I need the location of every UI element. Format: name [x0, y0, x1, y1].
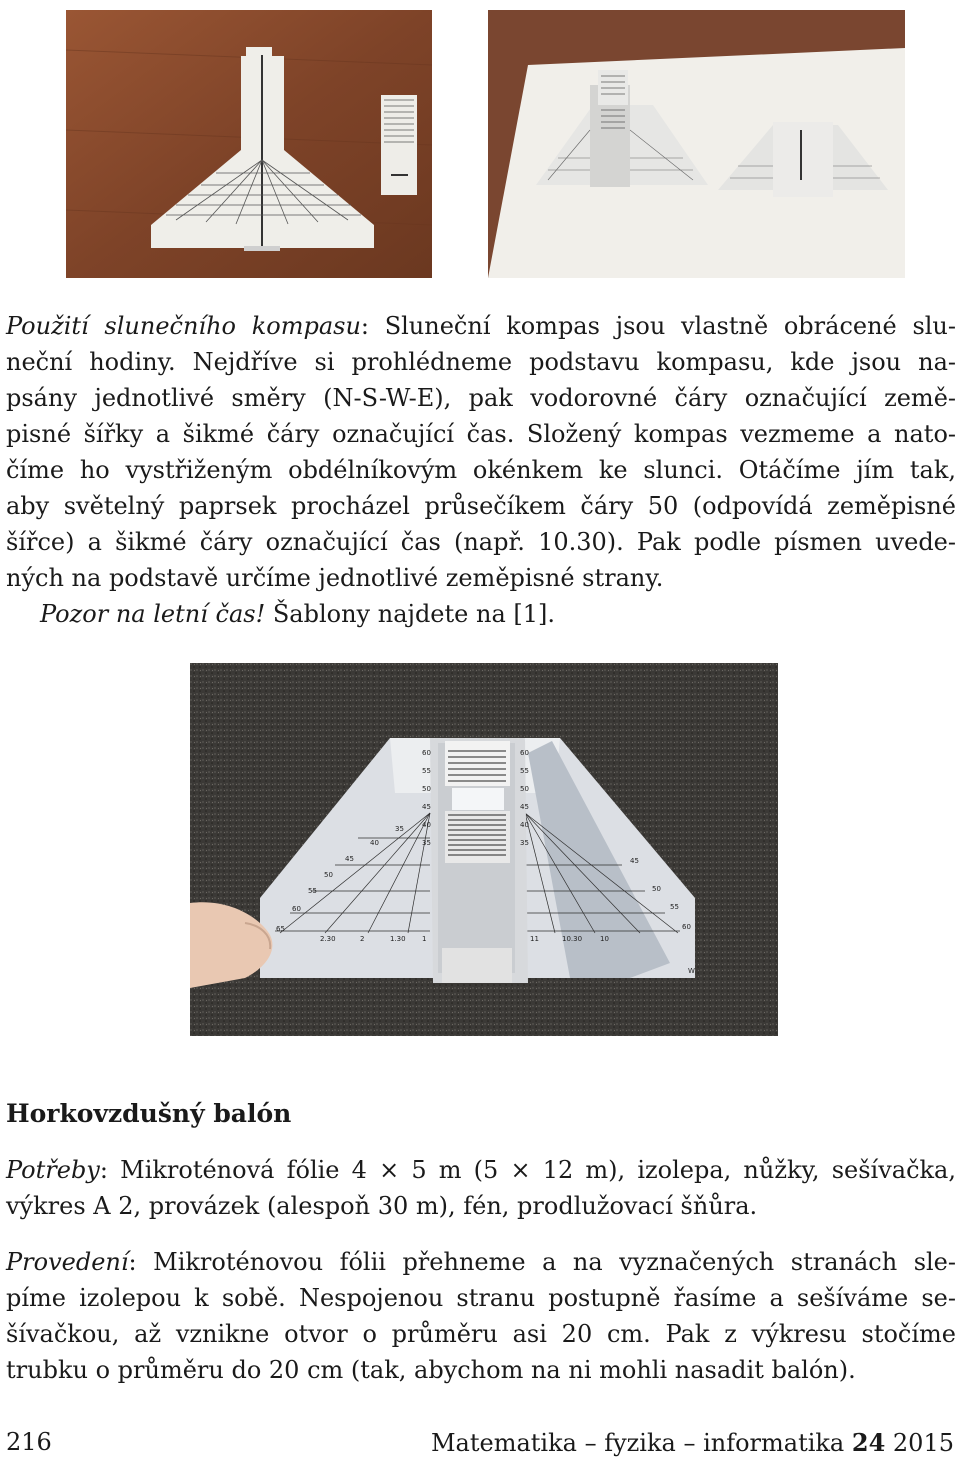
exec-line-1: Provedení: Mikroténovou fólii přehneme a na vyznačených stranách sle- [6, 1248, 956, 1276]
templates-note: Šablony najdete na [1]. [265, 600, 555, 628]
compass-line-8: ných na podstavě určíme jednotlivé zeměpisné strany. [6, 564, 664, 592]
angle-left-label: 35 [395, 825, 404, 833]
journal-info: Matematika – fyzika – informatika 24 2015 [430, 1428, 954, 1457]
page-number: 216 [6, 1428, 52, 1456]
summer-time-warning: Pozor na letní čas! [40, 600, 266, 628]
compass-line-2: neční hodiny. Nejdříve si prohlédneme podstavu kompasu, kde jsou na- [6, 348, 956, 376]
photo-compass-in-sun [190, 663, 778, 1036]
angle-right-label: 55 [670, 903, 679, 911]
compass-line-7: šířce) a šikmé čáry označující čas (např. 10.30). Pak podle písmen uvede- [6, 528, 956, 556]
scale-right-label: 55 [520, 767, 529, 775]
scale-right-label: 35 [520, 839, 529, 847]
angle-left-label: 55 [308, 887, 317, 895]
needs-line-2: výkres A 2, provázek (alespoň 30 m), fén, prodlužovací šňůra. [6, 1192, 758, 1220]
time-label: 1 [422, 935, 427, 943]
scale-left-label: 35 [422, 839, 431, 847]
scale-left-label: 55 [422, 767, 431, 775]
volume-number: 24 [851, 1428, 886, 1457]
compass-line-3: psány jednotlivé směry (N-S-W-E), pak vodorovné čáry označující země- [6, 384, 956, 412]
angle-right-label: 60 [682, 923, 691, 931]
compass-line-9 [6, 596, 956, 632]
scale-left-label: 50 [422, 785, 431, 793]
compass-usage-paragraph [6, 308, 956, 632]
angle-right-label: 45 [630, 857, 639, 865]
angle-left-label: 65 [276, 925, 285, 933]
compass-line-5: číme ho vystřiženým obdélníkovým okénkem ke slunci. Otáčíme jím tak, [6, 456, 956, 484]
time-label: 2.30 [320, 935, 336, 943]
compass-line-6: aby světelný paprsek procházel průsečíkem čáry 50 (odpovídá zeměpisné [6, 492, 956, 520]
photo-compass-template [66, 10, 432, 278]
west-mark: W [688, 967, 695, 975]
time-label: 10.30 [562, 935, 583, 943]
balloon-execution-paragraph [6, 1244, 956, 1388]
scale-left-label: 40 [422, 821, 431, 829]
page-footer [6, 1428, 954, 1457]
time-label: 10 [600, 935, 609, 943]
scale-right-label: 60 [520, 749, 529, 757]
execution-label: Provedení [6, 1248, 129, 1276]
scale-right-label: 50 [520, 785, 529, 793]
exec-line-3: šívačkou, až vznikne otvor o průměru asi 20 cm. Pak z výkresu stočíme [6, 1320, 956, 1348]
time-label: 11 [530, 935, 539, 943]
exec-line-4: trubku o průměru do 20 cm (tak, abychom na ni mohli nasadit balón). [6, 1356, 856, 1384]
angle-left-label: 60 [292, 905, 301, 913]
time-label: 1.30 [390, 935, 406, 943]
balloon-needs-paragraph [6, 1152, 956, 1224]
scale-left-label: 60 [422, 749, 431, 757]
exec-line-2: píme izolepou k sobě. Nespojenou stranu postupně řasíme a sešíváme se- [6, 1284, 956, 1312]
angle-left-label: 40 [370, 839, 379, 847]
time-label: 2 [360, 935, 365, 943]
scale-left-label: 45 [422, 803, 431, 811]
compass-line-1: Použití slunečního kompasu: Sluneční kompas jsou vlastně obrácené slu- [6, 312, 956, 340]
angle-left-label: 45 [345, 855, 354, 863]
photo-folded-compasses [488, 10, 905, 278]
scale-right-label: 45 [520, 803, 529, 811]
angle-right-label: 50 [652, 885, 661, 893]
compass-line-4: pisné šířky a šikmé čáry označující čas. Složený kompas vezmeme a nato- [6, 420, 956, 448]
needs-line-1: Potřeby: Mikroténová fólie 4 × 5 m (5 × 12 m), izolepa, nůžky, sešívačka, [6, 1156, 956, 1184]
scale-right-label: 40 [520, 821, 529, 829]
needs-label: Potřeby [6, 1156, 100, 1184]
compass-lead-label: Použití slunečního kompasu [6, 312, 361, 340]
angle-left-label: 50 [324, 871, 333, 879]
section-heading-balloon: Horkovzdušný balón [6, 1099, 292, 1128]
